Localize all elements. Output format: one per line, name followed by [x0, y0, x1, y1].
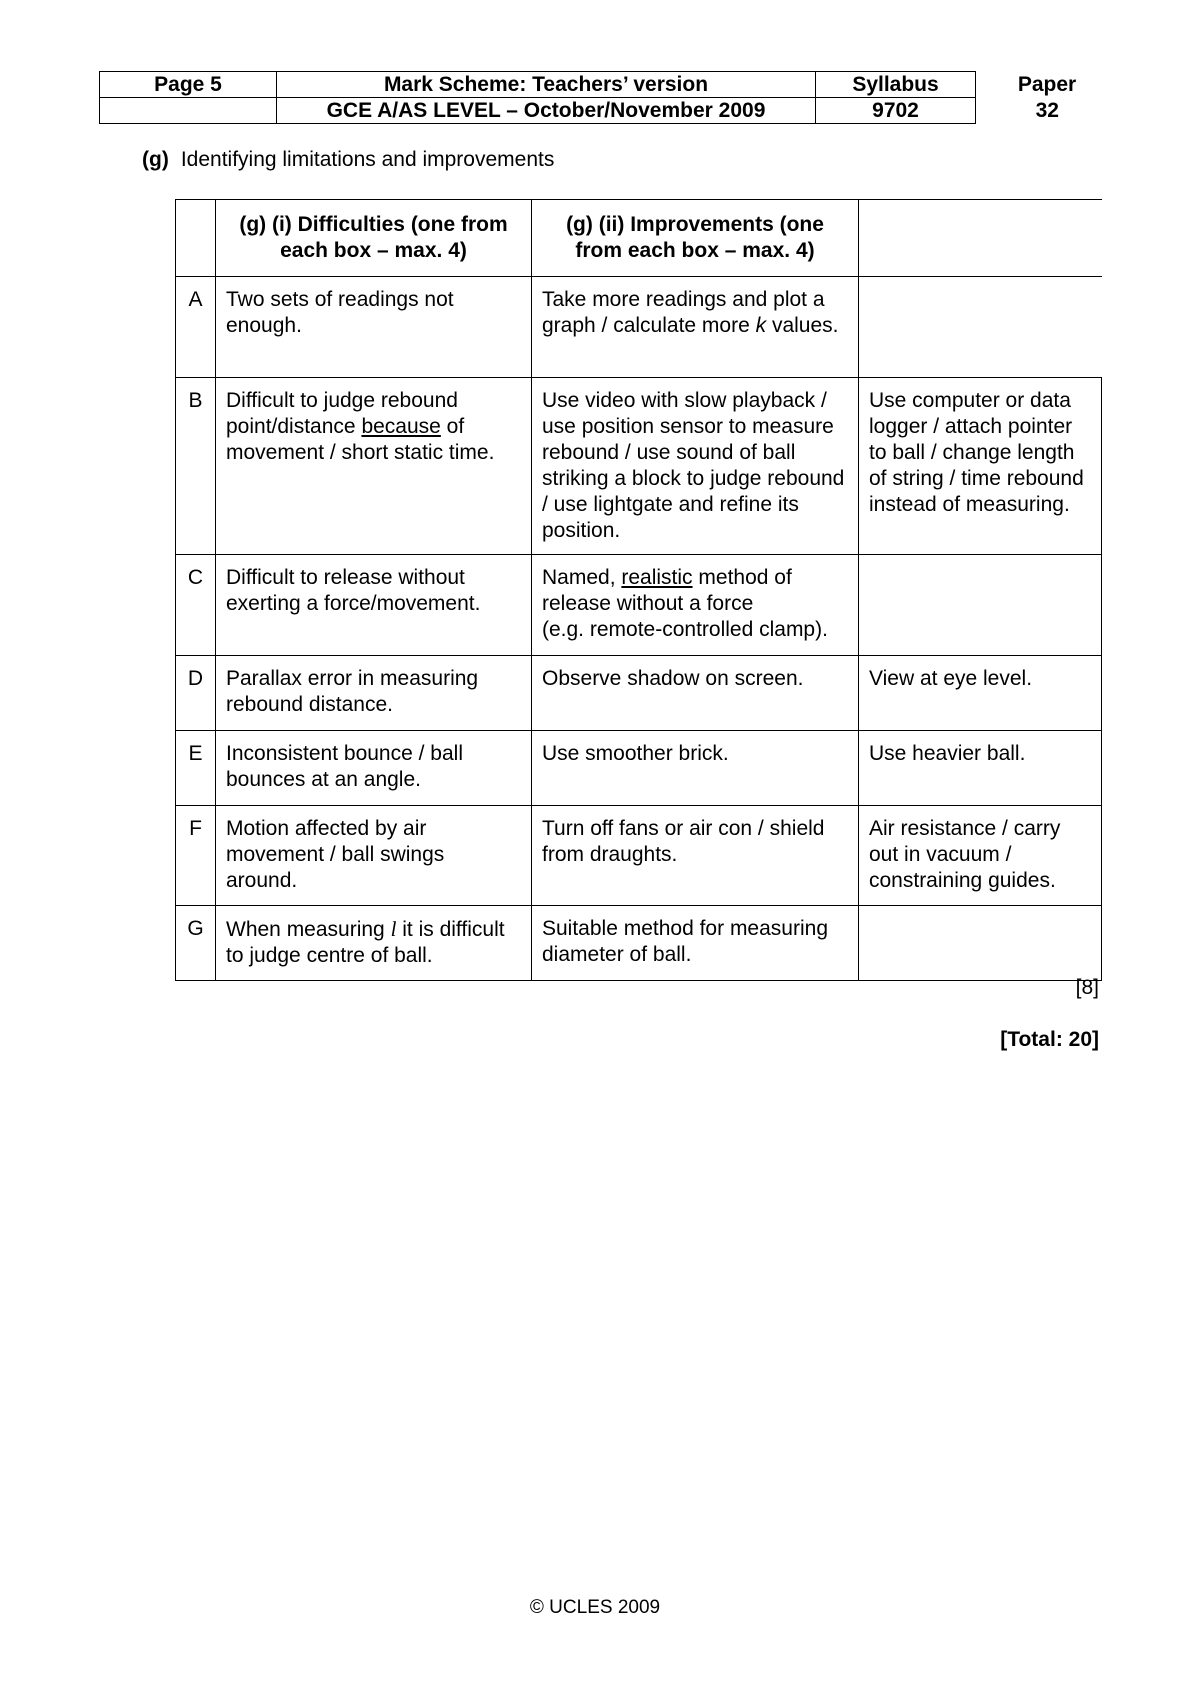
table-row [176, 378, 1102, 555]
difficulty-text: of movement / short static time. [226, 415, 495, 464]
alt-cell: Use heavier ball. [859, 731, 1102, 806]
improvement-cell: Use smoother brick. [532, 731, 859, 806]
alt-cell: Air resistance / carry out in vacuum / constraining guides. [859, 806, 1102, 906]
underlined-word: because [361, 415, 441, 438]
difficulty-cell [216, 378, 532, 555]
alt-header [859, 200, 1102, 277]
alt-cell [859, 277, 1102, 378]
difficulty-cell [216, 906, 532, 981]
limitations-table [175, 199, 1102, 981]
row-letter: F [176, 806, 216, 906]
improvement-cell: Observe shadow on screen. [532, 656, 859, 731]
syllabus-label: Syllabus [816, 72, 976, 98]
alt-cell: Use computer or data logger / attach pointer to ball / change length of string / time rebound instead of measuring. [859, 378, 1102, 555]
row-letter: B [176, 378, 216, 555]
document-title: Mark Scheme: Teachers’ version [277, 72, 816, 98]
table-header-row [176, 200, 1102, 277]
difficulty-cell: Inconsistent bounce / ball bounces at an angle. [216, 731, 532, 806]
table-row [176, 555, 1102, 656]
total-marks: [Total: 20] [1000, 1028, 1099, 1051]
table-row [176, 731, 1102, 806]
underlined-word: realistic [621, 566, 693, 589]
corner-cell [176, 200, 216, 277]
alt-cell [859, 906, 1102, 981]
row-letter: E [176, 731, 216, 806]
row-letter: D [176, 656, 216, 731]
improvement-cell [532, 555, 859, 656]
difficulty-text: it is difficult to judge centre of ball. [226, 918, 505, 967]
improvement-example: (e.g. remote-controlled clamp). [542, 618, 828, 641]
variable-l: l [390, 917, 397, 941]
improvement-text: Named, [542, 566, 622, 589]
table-row [176, 277, 1102, 378]
copyright-footer: © UCLES 2009 [529, 1597, 661, 1618]
improvement-cell: Suitable method for measuring diameter of ball. [532, 906, 859, 981]
alt-cell: View at eye level. [859, 656, 1102, 731]
section-title: Identifying limitations and improvements [180, 148, 555, 171]
improvements-header: (g) (ii) Improvements (one from each box – max. 4) [532, 200, 859, 277]
improvement-cell: Use video with slow playback / use position sensor to measure rebound / use sound of ball striking a block to judge rebound / use lightgate and refine its position. [532, 378, 859, 555]
improvement-text: values. [766, 314, 839, 337]
alt-cell [859, 555, 1102, 656]
improvement-text: Take more readings and plot a graph / calculate more [542, 288, 825, 337]
variable-k: k [755, 314, 767, 337]
row-letter: C [176, 555, 216, 656]
row-letter: G [176, 906, 216, 981]
improvement-text: method of release without a force [542, 566, 792, 615]
difficulty-cell: Difficult to release without exerting a force/movement. [216, 555, 532, 656]
row-letter: A [176, 277, 216, 378]
difficulty-text: Difficult to judge rebound point/distance [226, 389, 458, 438]
section-label: (g) [142, 148, 169, 171]
difficulties-header: (g) (i) Difficulties (one from each box – max. 4) [216, 200, 532, 277]
marks-available: [8] [1075, 976, 1099, 999]
difficulty-cell: Two sets of readings not enough. [216, 277, 532, 378]
paper-number: 32 [1035, 99, 1059, 122]
syllabus-code: 9702 [816, 98, 976, 124]
exam-session: GCE A/AS LEVEL – October/November 2009 [277, 98, 816, 124]
table-row [176, 806, 1102, 906]
paper-label: Paper [1017, 73, 1077, 96]
header-empty-cell [100, 98, 277, 124]
difficulty-cell: Motion affected by air movement / ball swings around. [216, 806, 532, 906]
table-row [176, 906, 1102, 981]
section-heading [142, 148, 554, 172]
header-table [99, 71, 1119, 124]
improvement-cell: Turn off fans or air con / shield from draughts. [532, 806, 859, 906]
difficulty-cell: Parallax error in measuring rebound distance. [216, 656, 532, 731]
difficulty-text: When measuring [226, 918, 391, 941]
page-number: Page 5 [100, 72, 277, 98]
table-row [176, 656, 1102, 731]
improvement-cell [532, 277, 859, 378]
